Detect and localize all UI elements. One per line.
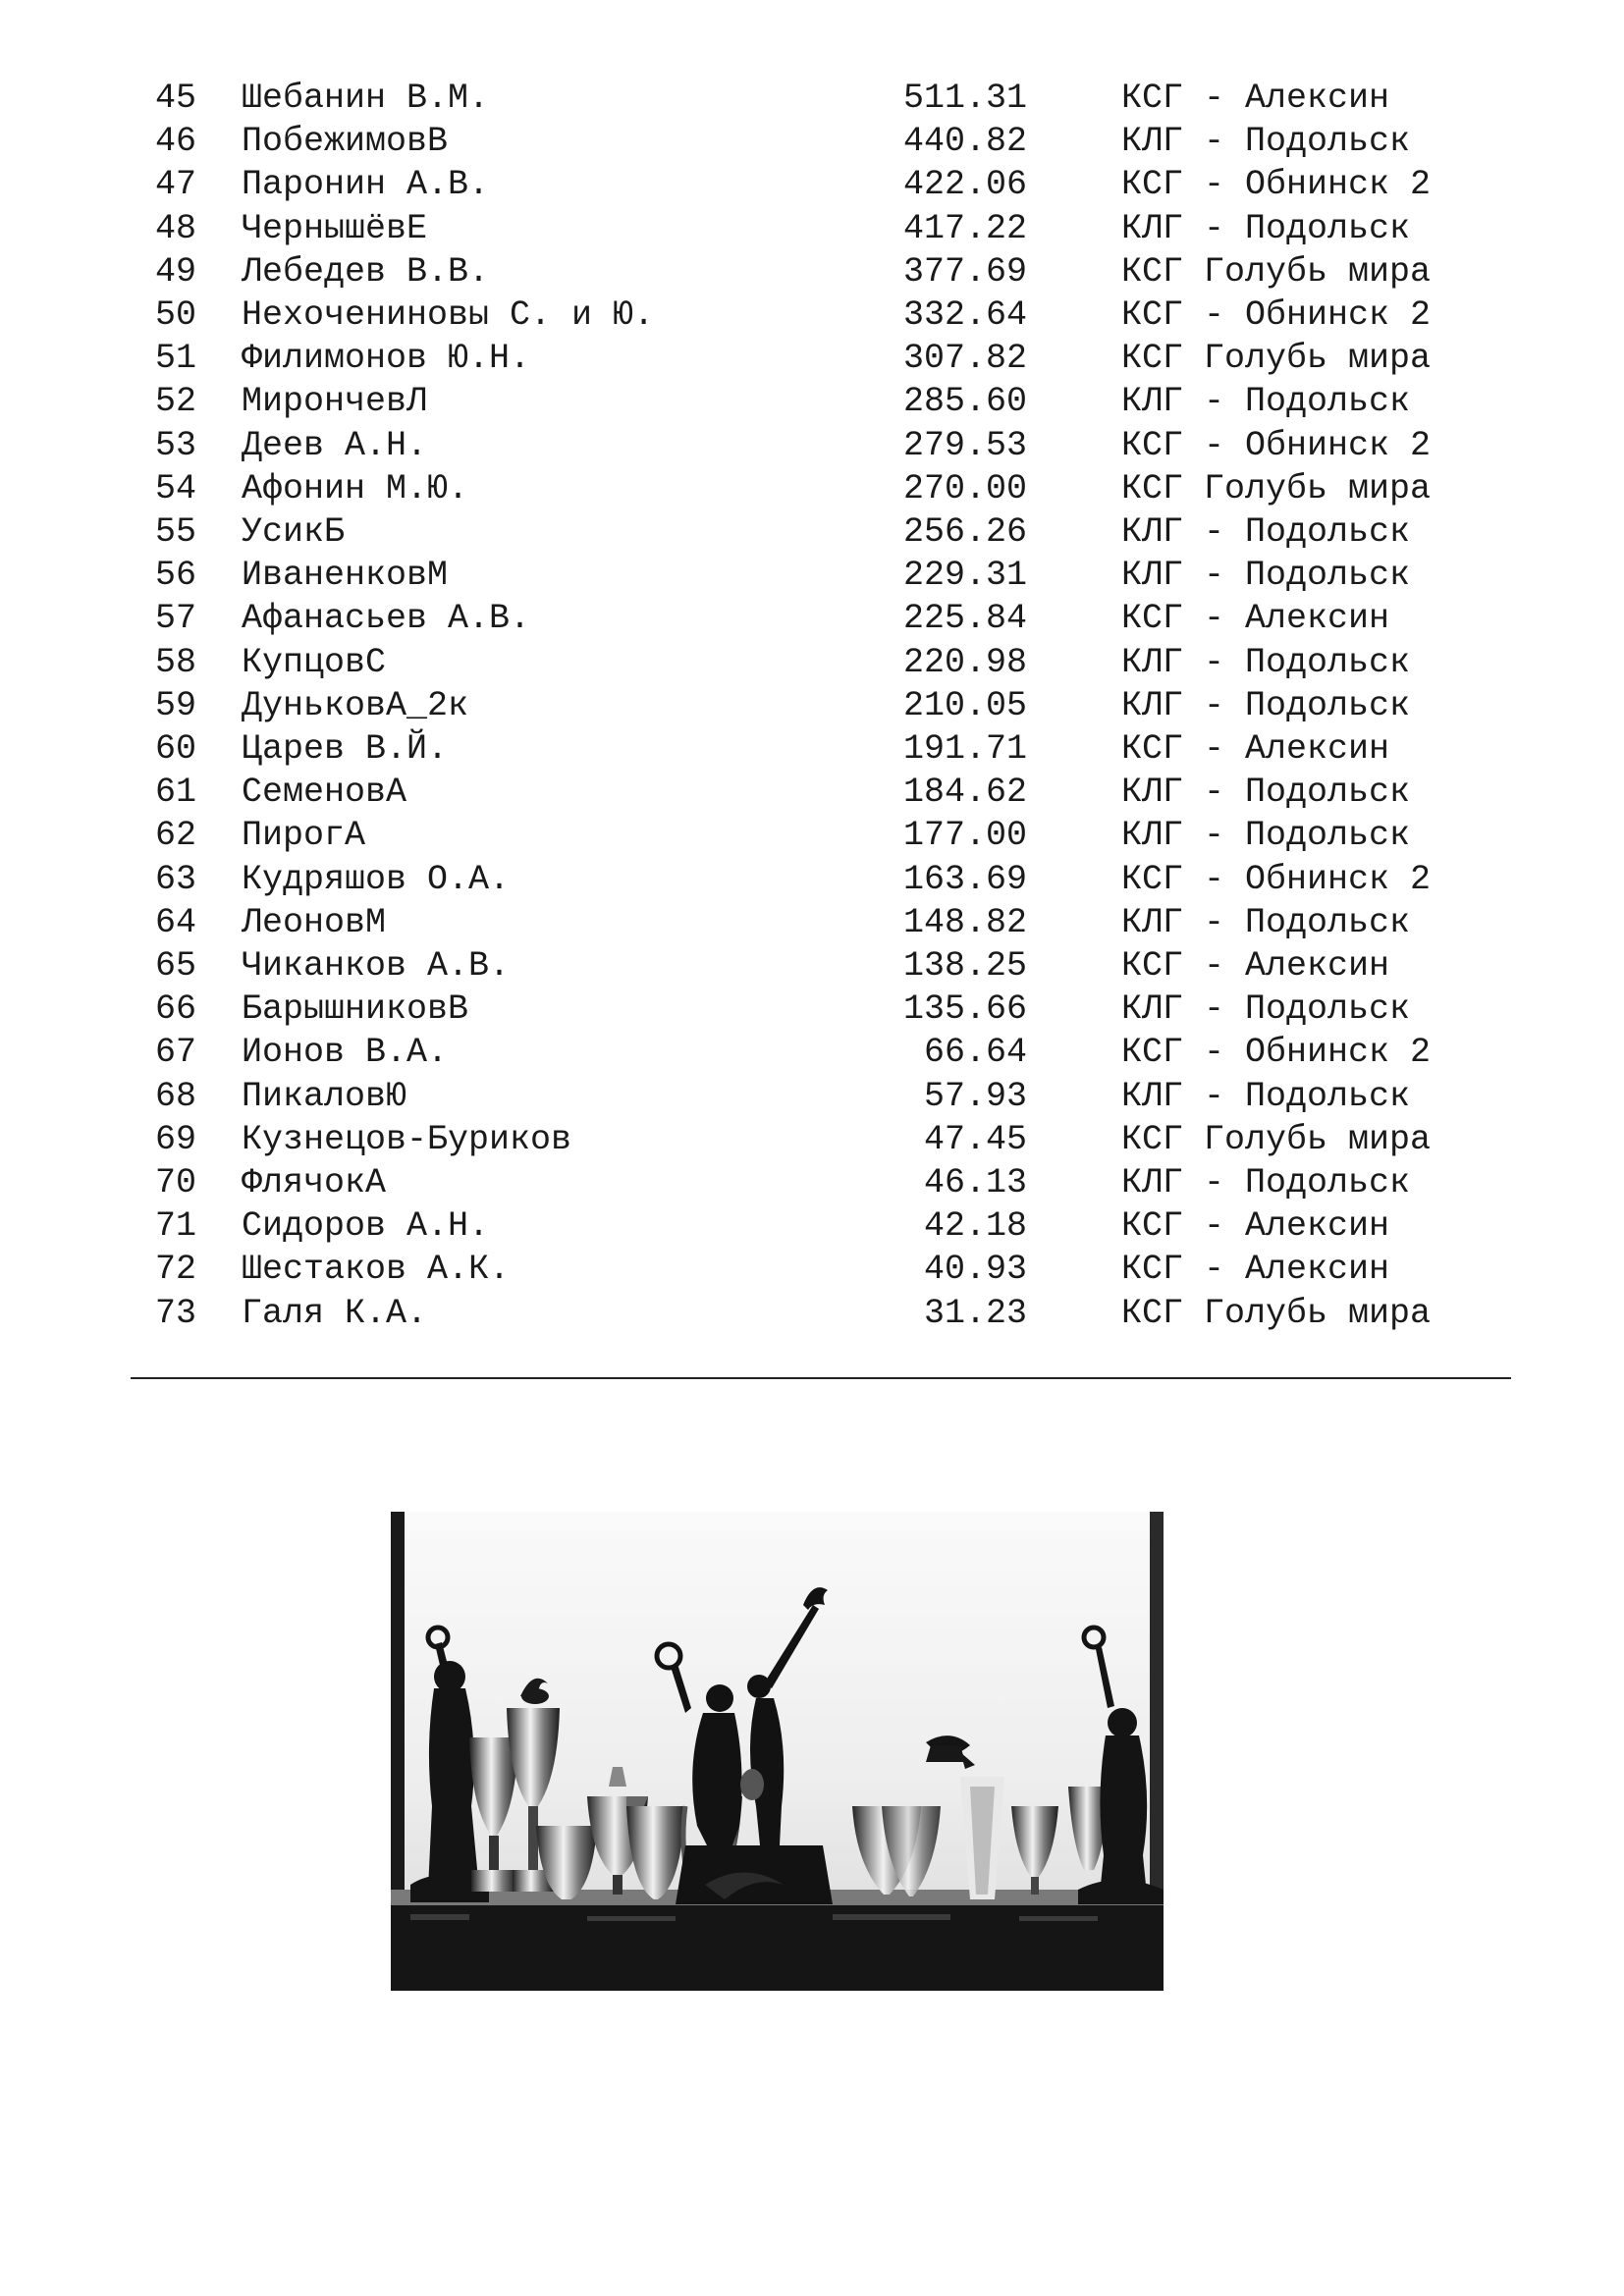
club-name: КЛГ - Подольск xyxy=(1121,685,1411,725)
participant-name: БарышниковВ xyxy=(242,989,469,1030)
separator-line xyxy=(131,1377,1511,1379)
table-row xyxy=(0,510,1624,554)
table-row xyxy=(0,901,1624,944)
club-name: КСГ - Обнинск 2 xyxy=(1121,425,1432,465)
participant-name: Кузнецов-Буриков xyxy=(242,1119,572,1159)
score-value: 332.64 xyxy=(902,295,1027,335)
place-number: 56 xyxy=(154,556,196,596)
participant-name: Афанасьев А.В. xyxy=(242,599,531,639)
club-name: КСГ Голубь мира xyxy=(1121,251,1432,292)
table-row xyxy=(0,1248,1624,1291)
club-name: КЛГ - Подольск xyxy=(1121,556,1411,596)
place-number: 73 xyxy=(154,1293,196,1333)
score-value: 57.93 xyxy=(923,1076,1027,1116)
score-value: 270.00 xyxy=(902,468,1027,508)
club-name: КЛГ - Подольск xyxy=(1121,989,1411,1030)
table-row xyxy=(0,1292,1624,1335)
score-value: 47.45 xyxy=(923,1119,1027,1159)
place-number: 71 xyxy=(154,1206,196,1247)
place-number: 51 xyxy=(154,339,196,379)
place-number: 57 xyxy=(154,599,196,639)
club-name: КСГ Голубь мира xyxy=(1121,468,1432,508)
club-name: КСГ Голубь мира xyxy=(1121,339,1432,379)
place-number: 67 xyxy=(154,1033,196,1073)
score-value: 163.69 xyxy=(902,859,1027,899)
place-number: 45 xyxy=(154,79,196,118)
club-name: КСГ - Обнинск 2 xyxy=(1121,165,1432,205)
participant-name: КупцовС xyxy=(242,642,387,682)
table-row xyxy=(0,814,1624,857)
club-name: КЛГ - Подольск xyxy=(1121,902,1411,942)
club-name: КЛГ - Подольск xyxy=(1121,816,1411,856)
participant-name: Галя К.А. xyxy=(242,1293,428,1333)
trophies-photo xyxy=(391,1512,1164,1991)
table-row xyxy=(0,597,1624,640)
score-value: 31.23 xyxy=(923,1293,1027,1333)
participant-name: СеменовА xyxy=(242,773,407,813)
place-number: 53 xyxy=(154,425,196,465)
score-value: 377.69 xyxy=(902,251,1027,292)
score-value: 40.93 xyxy=(923,1250,1027,1290)
place-number: 66 xyxy=(154,989,196,1030)
club-name: КЛГ - Подольск xyxy=(1121,382,1411,422)
table-row xyxy=(0,771,1624,814)
place-number: 65 xyxy=(154,946,196,986)
place-number: 69 xyxy=(154,1119,196,1159)
table-row xyxy=(0,163,1624,206)
club-name: КСГ - Алексин xyxy=(1121,79,1390,118)
participant-name: Чиканков А.В. xyxy=(242,946,511,986)
score-value: 256.26 xyxy=(902,512,1027,552)
place-number: 61 xyxy=(154,773,196,813)
participant-name: Лебедев В.В. xyxy=(242,251,490,292)
score-value: 46.13 xyxy=(923,1163,1027,1202)
club-name: КСГ - Алексин xyxy=(1121,1206,1390,1247)
club-name: КЛГ - Подольск xyxy=(1121,1163,1411,1202)
place-number: 46 xyxy=(154,122,196,162)
club-name: КЛГ - Подольск xyxy=(1121,512,1411,552)
participant-name: УсикБ xyxy=(242,512,346,552)
participant-name: Паронин А.В. xyxy=(242,165,490,205)
club-name: КСГ Голубь мира xyxy=(1121,1119,1432,1159)
club-name: КЛГ - Подольск xyxy=(1121,122,1411,162)
club-name: КСГ - Обнинск 2 xyxy=(1121,1033,1432,1073)
participant-name: ПобежимовВ xyxy=(242,122,449,162)
place-number: 59 xyxy=(154,685,196,725)
participant-name: Кудряшов О.А. xyxy=(242,859,511,899)
place-number: 54 xyxy=(154,468,196,508)
score-value: 177.00 xyxy=(902,816,1027,856)
participant-name: ЛеоновМ xyxy=(242,902,387,942)
score-value: 225.84 xyxy=(902,599,1027,639)
place-number: 60 xyxy=(154,729,196,769)
table-row xyxy=(0,554,1624,597)
place-number: 50 xyxy=(154,295,196,335)
place-number: 49 xyxy=(154,251,196,292)
table-row xyxy=(0,1204,1624,1248)
participant-name: Деев А.Н. xyxy=(242,425,428,465)
table-row xyxy=(0,120,1624,163)
table-row xyxy=(0,380,1624,423)
table-row xyxy=(0,294,1624,337)
score-value: 184.62 xyxy=(902,773,1027,813)
place-number: 58 xyxy=(154,642,196,682)
participant-name: Ионов В.А. xyxy=(242,1033,449,1073)
table-row xyxy=(0,988,1624,1031)
score-value: 191.71 xyxy=(902,729,1027,769)
score-value: 229.31 xyxy=(902,556,1027,596)
club-name: КСГ - Алексин xyxy=(1121,599,1390,639)
club-name: КЛГ - Подольск xyxy=(1121,1076,1411,1116)
place-number: 47 xyxy=(154,165,196,205)
table-row xyxy=(0,1075,1624,1118)
place-number: 48 xyxy=(154,208,196,248)
club-name: КСГ - Обнинск 2 xyxy=(1121,295,1432,335)
place-number: 52 xyxy=(154,382,196,422)
club-name: КЛГ - Подольск xyxy=(1121,208,1411,248)
participant-name: Афонин М.Ю. xyxy=(242,468,469,508)
club-name: КСГ - Обнинск 2 xyxy=(1121,859,1432,899)
score-value: 511.31 xyxy=(902,79,1027,118)
participant-name: Шестаков А.К. xyxy=(242,1250,511,1290)
place-number: 62 xyxy=(154,816,196,856)
club-name: КСГ - Алексин xyxy=(1121,1250,1390,1290)
table-row xyxy=(0,684,1624,727)
score-value: 138.25 xyxy=(902,946,1027,986)
table-row xyxy=(0,1031,1624,1074)
trophies-illustration xyxy=(391,1512,1164,1991)
score-value: 422.06 xyxy=(902,165,1027,205)
table-row xyxy=(0,641,1624,684)
place-number: 68 xyxy=(154,1076,196,1116)
table-row xyxy=(0,1118,1624,1161)
table-row xyxy=(0,1161,1624,1204)
club-name: КСГ - Алексин xyxy=(1121,729,1390,769)
participant-name: Нехочениновы С. и Ю. xyxy=(242,295,655,335)
table-row xyxy=(0,207,1624,250)
score-value: 148.82 xyxy=(902,902,1027,942)
participant-name: ИваненковМ xyxy=(242,556,449,596)
table-row xyxy=(0,77,1624,120)
club-name: КСГ - Алексин xyxy=(1121,946,1390,986)
score-value: 42.18 xyxy=(923,1206,1027,1247)
table-row xyxy=(0,424,1624,467)
table-row xyxy=(0,250,1624,294)
table-row xyxy=(0,944,1624,988)
club-name: КЛГ - Подольск xyxy=(1121,642,1411,682)
club-name: КСГ Голубь мира xyxy=(1121,1293,1432,1333)
place-number: 55 xyxy=(154,512,196,552)
table-row xyxy=(0,858,1624,901)
participant-name: Шебанин В.М. xyxy=(242,79,490,118)
table-row xyxy=(0,727,1624,771)
place-number: 63 xyxy=(154,859,196,899)
score-value: 285.60 xyxy=(902,382,1027,422)
table-row xyxy=(0,467,1624,510)
participant-name: Сидоров А.Н. xyxy=(242,1206,490,1247)
score-value: 279.53 xyxy=(902,425,1027,465)
score-value: 66.64 xyxy=(923,1033,1027,1073)
participant-name: Царев В.Й. xyxy=(242,729,449,769)
participant-name: ЧернышёвЕ xyxy=(242,208,428,248)
participant-name: ФлячокА xyxy=(242,1163,387,1202)
participant-name: МирончевЛ xyxy=(242,382,428,422)
participant-name: ПирогА xyxy=(242,816,366,856)
score-value: 135.66 xyxy=(902,989,1027,1030)
participant-name: Филимонов Ю.Н. xyxy=(242,339,531,379)
club-name: КЛГ - Подольск xyxy=(1121,773,1411,813)
score-value: 220.98 xyxy=(902,642,1027,682)
score-value: 210.05 xyxy=(902,685,1027,725)
place-number: 70 xyxy=(154,1163,196,1202)
place-number: 64 xyxy=(154,902,196,942)
score-value: 307.82 xyxy=(902,339,1027,379)
score-value: 440.82 xyxy=(902,122,1027,162)
participant-name: ДуньковА_2к xyxy=(242,685,469,725)
score-value: 417.22 xyxy=(902,208,1027,248)
participant-name: ПикаловЮ xyxy=(242,1076,407,1116)
table-row xyxy=(0,337,1624,380)
place-number: 72 xyxy=(154,1250,196,1290)
